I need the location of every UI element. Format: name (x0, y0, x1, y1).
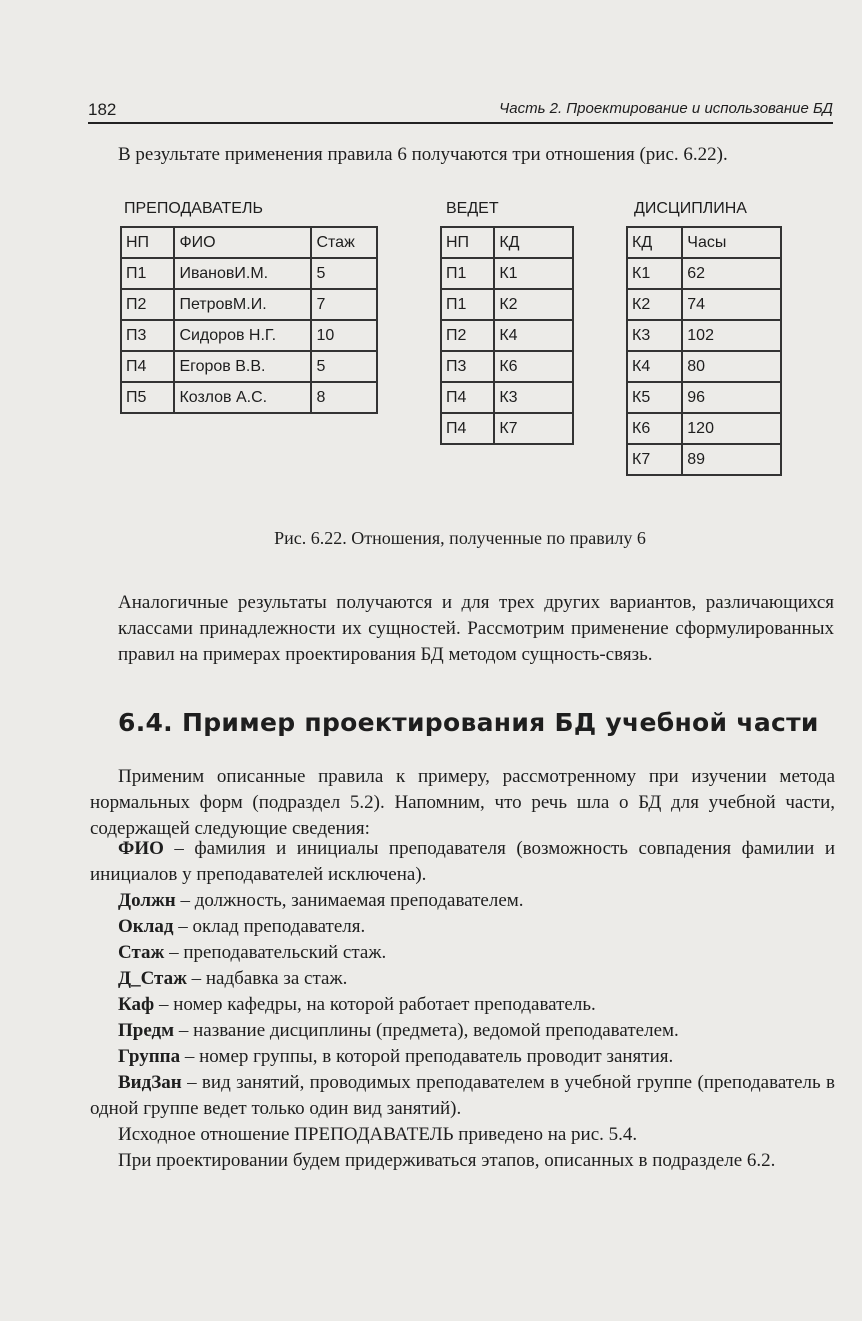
table-row (627, 351, 781, 382)
table-cell: К1 (627, 258, 682, 289)
table-cell: К5 (627, 382, 682, 413)
page-header (88, 100, 833, 124)
definition-text: – должность, занимаемая преподавателем. (175, 890, 524, 911)
definition-term: Каф (118, 994, 155, 1015)
table-cell: 8 (311, 382, 377, 413)
definition-term: Оклад (118, 916, 174, 937)
discipline-table-title: ДИСЦИПЛИНА (634, 200, 747, 217)
table-cell: П1 (121, 258, 174, 289)
section-title: 6.4. Пример проектирования БД учебной части (118, 708, 819, 737)
table-cell: К7 (627, 444, 682, 475)
table-cell: П3 (121, 320, 174, 351)
definition-text: – оклад преподавателя. (173, 916, 366, 937)
definition-item (90, 888, 835, 914)
table-row (627, 258, 781, 289)
definition-item (90, 914, 835, 940)
table-row (441, 413, 573, 444)
table-row (121, 289, 377, 320)
table-cell: П5 (121, 382, 174, 413)
table-row (121, 382, 377, 413)
table-cell: П4 (441, 413, 494, 444)
table-row (441, 351, 573, 382)
table-cell: К1 (494, 258, 573, 289)
closing-paragraph: Исходное отношение ПРЕПОДАВАТЕЛЬ приведено на рис. 5.4. (118, 1124, 638, 1145)
definition-term: Должн (118, 890, 176, 911)
table-row (121, 258, 377, 289)
definition-term: ВидЗан (118, 1072, 182, 1093)
definition-text: – надбавка за стаж. (186, 968, 348, 989)
table-row (441, 320, 573, 351)
table-cell: 102 (682, 320, 781, 351)
table-cell: П3 (441, 351, 494, 382)
definition-term: ФИО (118, 838, 164, 859)
leads-column-header: НП (441, 227, 494, 258)
definition-item (90, 940, 835, 966)
table-cell: К3 (494, 382, 573, 413)
table-cell: Сидоров Н.Г. (174, 320, 311, 351)
discipline-header-row (627, 227, 781, 258)
table-cell: 5 (311, 351, 377, 382)
table-row (121, 351, 377, 382)
paragraph-after-figure: Аналогичные результаты получаются и для трех других вариантов, различающихся классами принадлежности их сущностей. Рассмотрим применение сформулированных правил на примерах проектирования БД методом сущность-связь. (118, 592, 834, 665)
table-cell: К4 (627, 351, 682, 382)
teacher-table (120, 226, 378, 414)
table-row (441, 258, 573, 289)
page-number: 182 (88, 100, 117, 119)
table-cell: 120 (682, 413, 781, 444)
table-cell: Егоров В.В. (174, 351, 311, 382)
table-cell: 96 (682, 382, 781, 413)
definitions-list (90, 836, 835, 1174)
intro-paragraph: В результате применения правила 6 получаются три отношения (рис. 6.22). (118, 144, 728, 165)
teacher-header-row (121, 227, 377, 258)
table-cell: 62 (682, 258, 781, 289)
table-cell: П1 (441, 258, 494, 289)
table-cell: П4 (441, 382, 494, 413)
table-cell: К4 (494, 320, 573, 351)
discipline-column-header: КД (627, 227, 682, 258)
table-cell: 80 (682, 351, 781, 382)
table-cell: П2 (121, 289, 174, 320)
table-row (627, 413, 781, 444)
definition-item (90, 966, 835, 992)
definition-item (90, 1070, 835, 1122)
table-row (441, 289, 573, 320)
definition-text: – фамилия и инициалы преподавателя (возможность совпадения фамилии и инициалов у преподавателей исключена). (90, 838, 835, 885)
table-cell: 5 (311, 258, 377, 289)
table-cell: К3 (627, 320, 682, 351)
table-cell: 74 (682, 289, 781, 320)
table-cell: П4 (121, 351, 174, 382)
definition-item (90, 992, 835, 1018)
definition-term: Группа (118, 1046, 181, 1067)
table-row (121, 320, 377, 351)
teacher-column-header: НП (121, 227, 174, 258)
table-cell: ПетровМ.И. (174, 289, 311, 320)
definition-text: – вид занятий, проводимых преподавателем в учебной группе (преподаватель в одной группе ведет только один вид занятий). (90, 1072, 835, 1119)
definition-text: – номер кафедры, на которой работает преподаватель. (154, 994, 596, 1015)
teacher-column-header: Стаж (311, 227, 377, 258)
definition-text: – преподавательский стаж. (164, 942, 387, 963)
discipline-table (626, 226, 782, 476)
definition-item (90, 1044, 835, 1070)
closing-paragraph: При проектировании будем придерживаться этапов, описанных в подразделе 6.2. (118, 1150, 776, 1171)
leads-column-header: КД (494, 227, 573, 258)
teacher-table-title: ПРЕПОДАВАТЕЛЬ (124, 200, 263, 217)
definition-text: – номер группы, в которой преподаватель проводит занятия. (180, 1046, 674, 1067)
definition-text: – название дисциплины (предмета), ведомой преподавателем. (174, 1020, 679, 1041)
table-cell: К6 (627, 413, 682, 444)
definition-item (90, 836, 835, 888)
table-cell: ИвановИ.М. (174, 258, 311, 289)
teacher-column-header: ФИО (174, 227, 311, 258)
discipline-column-header: Часы (682, 227, 781, 258)
leads-table (440, 226, 574, 445)
table-cell: 7 (311, 289, 377, 320)
definition-item (90, 1018, 835, 1044)
table-cell: К2 (494, 289, 573, 320)
table-row (627, 444, 781, 475)
definition-term: Стаж (118, 942, 165, 963)
table-cell: П1 (441, 289, 494, 320)
leads-header-row (441, 227, 573, 258)
table-row (627, 289, 781, 320)
definition-term: Предм (118, 1020, 175, 1041)
leads-table-title: ВЕДЕТ (446, 200, 499, 217)
definition-term: Д_Стаж (118, 968, 187, 989)
table-cell: К2 (627, 289, 682, 320)
table-cell: 10 (311, 320, 377, 351)
running-title: Часть 2. Проектирование и использование БД (499, 100, 833, 117)
table-cell: Козлов А.С. (174, 382, 311, 413)
table-row (627, 382, 781, 413)
table-row (627, 320, 781, 351)
figure-caption: Рис. 6.22. Отношения, полученные по правилу 6 (274, 528, 646, 548)
table-cell: П2 (441, 320, 494, 351)
table-cell: К6 (494, 351, 573, 382)
table-cell: 89 (682, 444, 781, 475)
section-intro-paragraph: Применим описанные правила к примеру, рассмотренному при изучении метода нормальных форм (подраздел 5.2). Напомним, что речь шла о БД для учебной части, содержащей следующие сведения: (90, 766, 835, 839)
table-cell: К7 (494, 413, 573, 444)
table-row (441, 382, 573, 413)
